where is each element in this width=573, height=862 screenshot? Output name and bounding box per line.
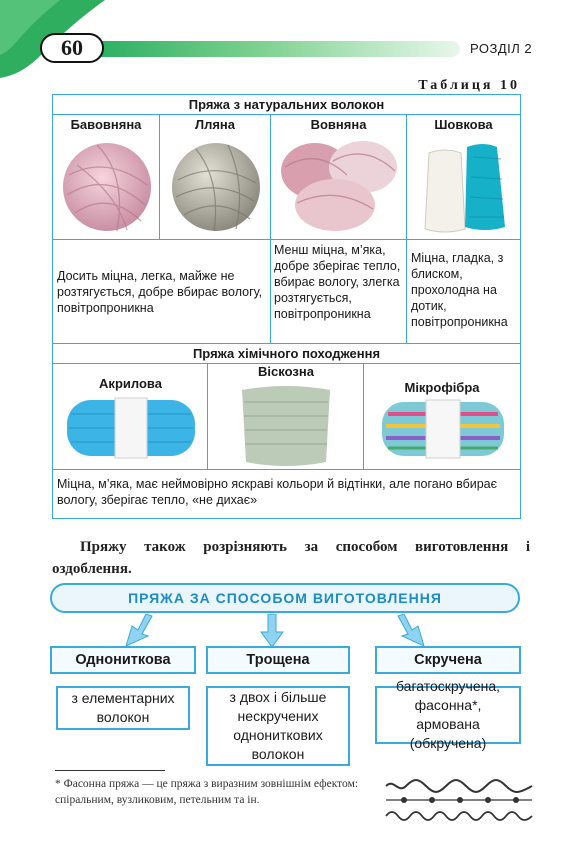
footnote-divider <box>55 770 165 771</box>
desc-chemical: Міцна, м’яка, має неймовірно яскраві кольори й відтінки, але погано вбирає вологу, зберігає тепло, «не дихає» <box>57 477 497 507</box>
section-label: РОЗДІЛ 2 <box>470 41 533 56</box>
category-twisted: Скручена <box>375 646 521 674</box>
diagram-title: ПРЯЖА ЗА СПОСОБОМ ВИГОТОВЛЕННЯ <box>50 583 520 613</box>
image-cell-linen <box>160 135 271 240</box>
desc-silk: Міцна, гладка, з блиском, прохолодна на дотик, повітропроникна <box>407 240 520 344</box>
yarn-name-viscose: Віскозна <box>258 364 314 379</box>
page-number: 60 <box>40 33 104 63</box>
yarn-name-linen: Лляна <box>160 115 271 135</box>
yarn-name-wool: Вовняна <box>271 115 407 135</box>
natural-yarn-title: Пряжа з натуральних волокон <box>53 95 520 115</box>
image-cell-acrylic <box>53 364 208 470</box>
yarn-table <box>52 94 521 519</box>
arrow-icon <box>118 614 158 648</box>
yarn-name-silk: Шовкова <box>434 117 493 132</box>
image-cell-silk <box>407 135 520 240</box>
fancy-yarn-sample-icon <box>384 774 534 826</box>
category-folded: Трощена <box>206 646 350 674</box>
image-cell-cotton <box>53 135 160 240</box>
footnote: * Фасонна пряжа — це пряжа з виразним зовнішнім ефектом: спіральним, вузликовим, петельним та ін. <box>55 778 359 806</box>
arrow-icon <box>392 614 432 648</box>
table-caption: Таблиця 10 <box>418 78 520 93</box>
yarn-name-acrylic: Акрилова <box>99 376 162 391</box>
pink-wool-skeins-icon <box>277 137 401 235</box>
category-single-thread-desc: з елементарних волокон <box>56 686 190 730</box>
viscose-cone-icon <box>232 382 340 468</box>
blue-acrylic-skein-icon <box>67 394 195 462</box>
microfiber-skein-icon <box>382 398 504 460</box>
pink-yarn-ball-icon <box>57 135 156 237</box>
silk-cones-icon <box>415 137 512 235</box>
yarn-name-cotton: Бавовняна <box>53 115 160 135</box>
category-single-thread: Однониткова <box>50 646 196 674</box>
desc-cotton-linen: Досить міцна, легка, майже не розтягується, добре вбирає вологу, повітропроникна <box>53 240 271 344</box>
header-bar <box>88 41 460 57</box>
image-cell-microfiber <box>364 364 520 470</box>
desc-wool: Менш міцна, м’яка, добре зберігає тепло, вбирає вологу, злегка розтягується, повітропроникна <box>271 240 407 344</box>
yarn-name-microfiber: Мікрофібра <box>404 380 480 395</box>
category-folded-desc: з двох і більше нескручених однониткових волокон <box>206 686 350 766</box>
image-cell-wool <box>271 135 407 240</box>
grey-yarn-ball-icon <box>166 135 265 237</box>
intro-paragraph: Пряжу також розрізняють за способом виготовлення і оздоблення. <box>52 539 530 577</box>
arrow-icon <box>260 614 284 648</box>
category-twisted-desc: багатоскручена, фасонна*, армована (обкручена) <box>375 686 521 744</box>
chemical-yarn-title: Пряжа хімічного походження <box>53 344 520 364</box>
image-cell-viscose <box>208 364 364 470</box>
